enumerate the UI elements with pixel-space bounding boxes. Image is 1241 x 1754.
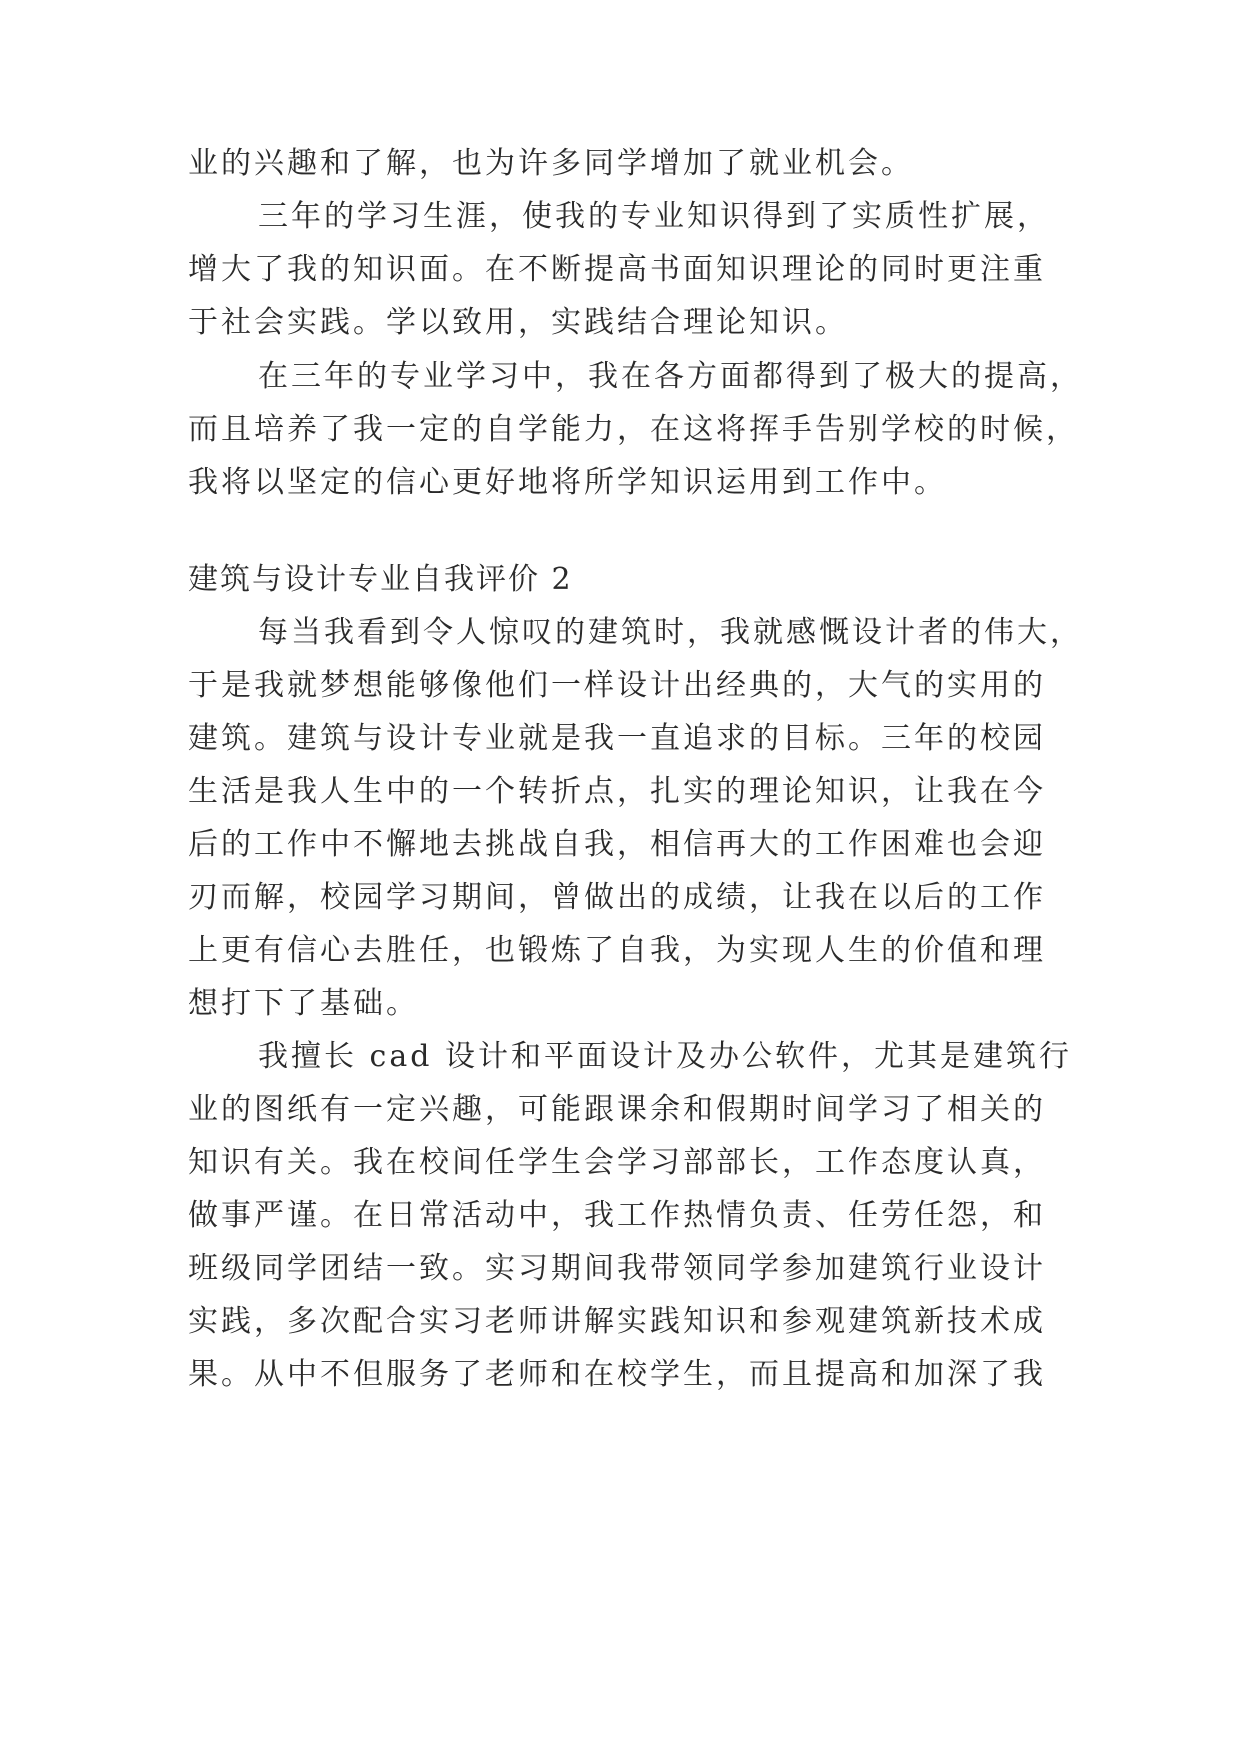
text-line: 实践，多次配合实习老师讲解实践知识和参观建筑新技术成: [188, 1304, 1046, 1339]
text-line: 建筑。建筑与设计专业就是我一直追求的目标。三年的校园: [188, 721, 1046, 756]
text-line: 我将以坚定的信心更好地将所学知识运用到工作中。: [188, 465, 947, 500]
text-line: 刃而解，校园学习期间，曾做出的成绩，让我在以后的工作: [188, 880, 1046, 915]
text-line: 想打下了基础。: [188, 986, 419, 1021]
text-line: 于社会实践。学以致用，实践结合理论知识。: [188, 305, 848, 340]
text-line: 上更有信心去胜任，也锻炼了自我，为实现人生的价值和理: [188, 933, 1046, 968]
text-line: 而且培养了我一定的自学能力，在这将挥手告别学校的时候，: [188, 412, 1079, 447]
text-line: 班级同学团结一致。实习期间我带领同学参加建筑行业设计: [188, 1251, 1046, 1286]
paragraph-first-line: 在三年的专业学习中，我在各方面都得到了极大的提高，: [258, 359, 1083, 394]
paragraph-first-line: 每当我看到令人惊叹的建筑时，我就感慨设计者的伟大，: [258, 615, 1083, 650]
text-line: 知识有关。我在校间任学生会学习部部长，工作态度认真，: [188, 1145, 1046, 1180]
text-line: 做事严谨。在日常活动中，我工作热情负责、任劳任怨，和: [188, 1198, 1046, 1233]
text-line: 果。从中不但服务了老师和在校学生，而且提高和加深了我: [188, 1357, 1046, 1392]
text-line: 增大了我的知识面。在不断提高书面知识理论的同时更注重: [188, 252, 1046, 287]
text-line: 于是我就梦想能够像他们一样设计出经典的，大气的实用的: [188, 668, 1046, 703]
paragraph-first-line: 我擅长 cad 设计和平面设计及办公软件，尤其是建筑行: [258, 1039, 1072, 1074]
text-line: 业的兴趣和了解，也为许多同学增加了就业机会。: [188, 146, 914, 181]
text-line: 业的图纸有一定兴趣，可能跟课余和假期时间学习了相关的: [188, 1092, 1046, 1127]
section-heading: 建筑与设计专业自我评价 2: [188, 562, 573, 597]
text-line: 生活是我人生中的一个转折点，扎实的理论知识，让我在今: [188, 774, 1046, 809]
text-line: 后的工作中不懈地去挑战自我，相信再大的工作困难也会迎: [188, 827, 1046, 862]
paragraph-first-line: 三年的学习生涯，使我的专业知识得到了实质性扩展，: [258, 199, 1050, 234]
